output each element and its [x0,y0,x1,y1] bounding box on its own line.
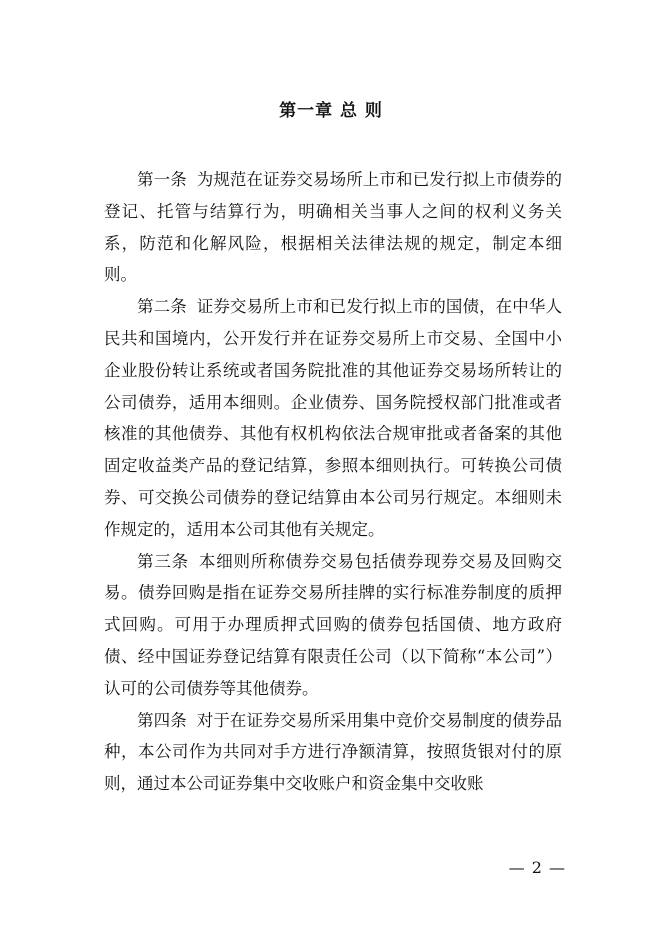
article-4 [104,705,562,800]
article-1-label: 第一条 [137,170,187,189]
article-4-text: 对于在证券交易所采用集中竞价交易制度的债券品种，本公司作为共同对手方进行净额清算，按照货银对付的原则，通过本公司证券集中交收账户和资金集中交收账 [104,710,563,794]
article-1-text: 为规范在证券交易场所上市和已发行拟上市债券的登记、托管与结算行为，明确相关当事人之间的权利义务关系，防范和化解风险，根据相关法律法规的规定，制定本细则。 [104,170,563,285]
article-1 [104,164,562,291]
article-2-label: 第二条 [137,297,187,317]
article-3-label: 第三条 [137,551,189,571]
document-body [104,164,562,800]
chapter-title: 第一章 总 则 [279,101,383,121]
article-2 [104,291,562,545]
article-2-text: 证券交易所上市和已发行拟上市的国债，在中华人民共和国境内，公开发行并在证券交易所上市交易、全国中小企业股份转让系统或者国务院批准的其他证券交易场所转让的公司债券，适用本细则。企业债券、国务院授权部门批准或者核准的其他债券、其他有权机构依法合规审批或者备案的其他固定收益类产品的登记结算，参照本细则执行。可转换公司债券、可交换公司债券的登记结算由本公司另行规定。本细则未作规定的，适用本公司其他有关规定。 [104,297,563,539]
article-3 [104,546,562,705]
article-4-label: 第四条 [137,710,187,730]
article-3-text: 本细则所称债券交易包括债券现券交易及回购交易。债券回购是指在证券交易所挂牌的实行标准券制度的质押式回购。可用于办理质押式回购的债券包括国债、地方政府债、经中国证券登记结算有限责任公司（以下简称“本公司”）认可的公司债券等其他债券。 [104,551,563,698]
page-number: — 2 — [508,858,566,877]
